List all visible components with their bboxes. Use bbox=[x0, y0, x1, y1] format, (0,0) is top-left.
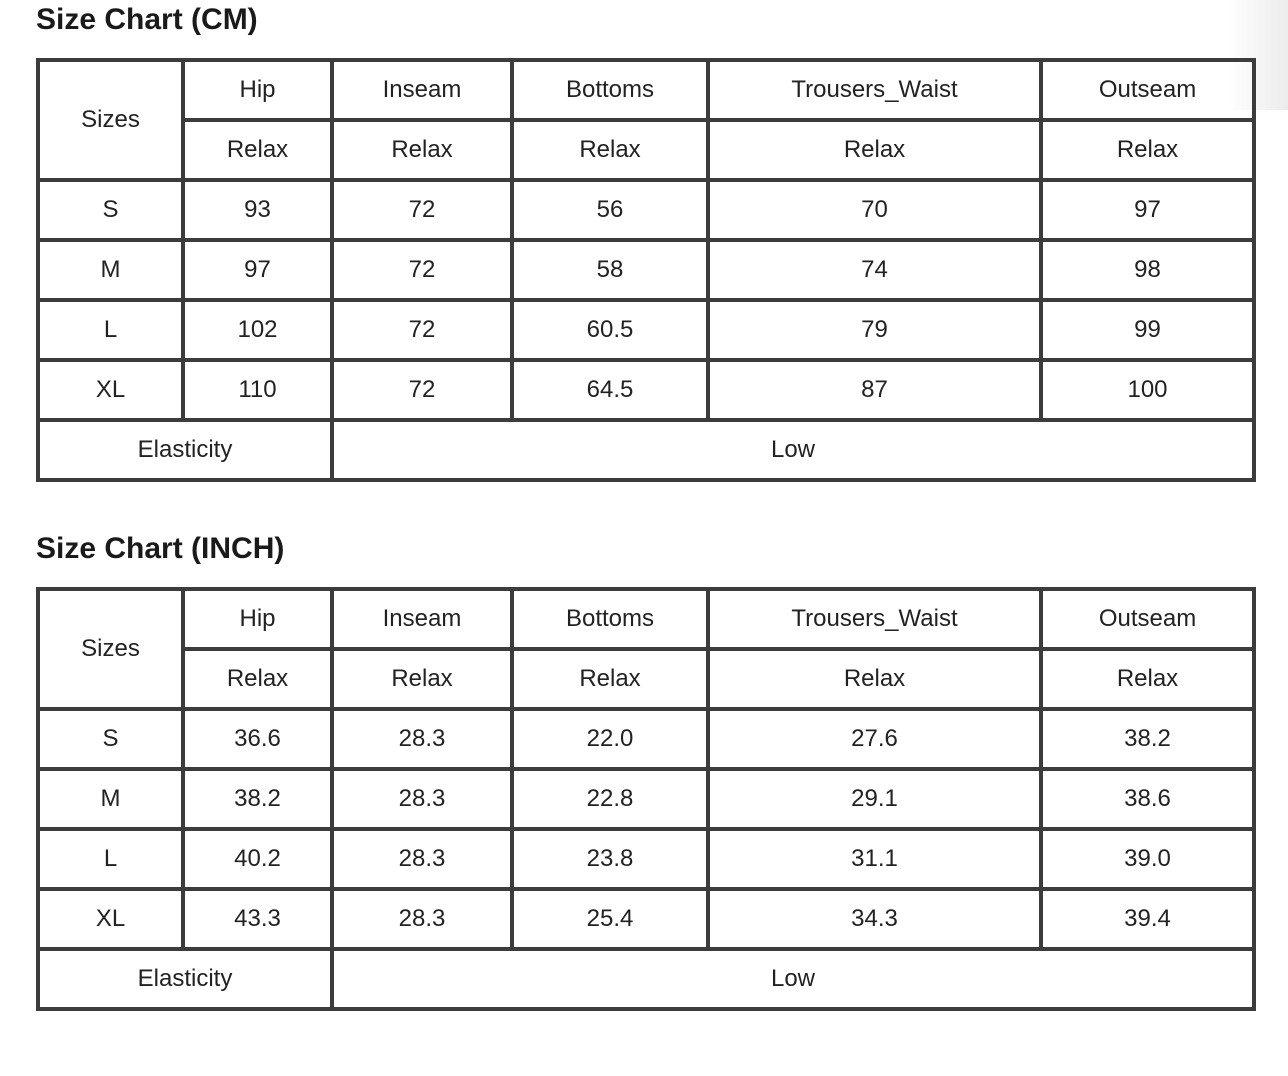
elasticity-label: Elasticity bbox=[38, 420, 332, 480]
value-cell: 58 bbox=[512, 240, 708, 300]
value-cell: 56 bbox=[512, 180, 708, 240]
value-cell: 28.3 bbox=[332, 829, 512, 889]
value-cell: 31.1 bbox=[708, 829, 1041, 889]
table-row bbox=[38, 829, 1254, 889]
table-row bbox=[38, 180, 1254, 240]
size-chart-cm-table bbox=[36, 58, 1256, 482]
elasticity-label: Elasticity bbox=[38, 949, 332, 1009]
subheader-outseam: Relax bbox=[1041, 649, 1254, 709]
value-cell: 99 bbox=[1041, 300, 1254, 360]
size-cell: M bbox=[38, 240, 183, 300]
subheader-bottoms: Relax bbox=[512, 649, 708, 709]
value-cell: 39.4 bbox=[1041, 889, 1254, 949]
subheader-inseam: Relax bbox=[332, 120, 512, 180]
value-cell: 38.6 bbox=[1041, 769, 1254, 829]
value-cell: 79 bbox=[708, 300, 1041, 360]
value-cell: 28.3 bbox=[332, 769, 512, 829]
value-cell: 100 bbox=[1041, 360, 1254, 420]
value-cell: 102 bbox=[183, 300, 332, 360]
size-cell: XL bbox=[38, 360, 183, 420]
value-cell: 22.0 bbox=[512, 709, 708, 769]
value-cell: 40.2 bbox=[183, 829, 332, 889]
subheader-bottoms: Relax bbox=[512, 120, 708, 180]
value-cell: 36.6 bbox=[183, 709, 332, 769]
sizes-header: Sizes bbox=[38, 589, 183, 709]
value-cell: 23.8 bbox=[512, 829, 708, 889]
value-cell: 22.8 bbox=[512, 769, 708, 829]
value-cell: 74 bbox=[708, 240, 1041, 300]
table-row bbox=[38, 360, 1254, 420]
subheader-trousers-waist: Relax bbox=[708, 649, 1041, 709]
table-row bbox=[38, 709, 1254, 769]
value-cell: 98 bbox=[1041, 240, 1254, 300]
table-row bbox=[38, 889, 1254, 949]
value-cell: 27.6 bbox=[708, 709, 1041, 769]
header-row bbox=[38, 589, 1254, 649]
size-cell: XL bbox=[38, 889, 183, 949]
value-cell: 72 bbox=[332, 360, 512, 420]
size-chart-inch-title: Size Chart (INCH) bbox=[36, 532, 285, 565]
value-cell: 72 bbox=[332, 240, 512, 300]
header-inseam: Inseam bbox=[332, 60, 512, 120]
value-cell: 25.4 bbox=[512, 889, 708, 949]
value-cell: 60.5 bbox=[512, 300, 708, 360]
size-chart-cm-title: Size Chart (CM) bbox=[36, 3, 258, 36]
subheader-outseam: Relax bbox=[1041, 120, 1254, 180]
subheader-row bbox=[38, 649, 1254, 709]
size-cell: S bbox=[38, 180, 183, 240]
elasticity-row bbox=[38, 949, 1254, 1009]
header-row bbox=[38, 60, 1254, 120]
subheader-hip: Relax bbox=[183, 120, 332, 180]
size-cell: M bbox=[38, 769, 183, 829]
header-bottoms: Bottoms bbox=[512, 60, 708, 120]
value-cell: 93 bbox=[183, 180, 332, 240]
value-cell: 43.3 bbox=[183, 889, 332, 949]
value-cell: 72 bbox=[332, 180, 512, 240]
value-cell: 28.3 bbox=[332, 709, 512, 769]
header-outseam: Outseam bbox=[1041, 589, 1254, 649]
table-row bbox=[38, 769, 1254, 829]
header-trousers-waist: Trousers_Waist bbox=[708, 589, 1041, 649]
value-cell: 28.3 bbox=[332, 889, 512, 949]
size-cell: S bbox=[38, 709, 183, 769]
value-cell: 70 bbox=[708, 180, 1041, 240]
header-inseam: Inseam bbox=[332, 589, 512, 649]
value-cell: 38.2 bbox=[183, 769, 332, 829]
value-cell: 38.2 bbox=[1041, 709, 1254, 769]
header-hip: Hip bbox=[183, 60, 332, 120]
value-cell: 29.1 bbox=[708, 769, 1041, 829]
value-cell: 64.5 bbox=[512, 360, 708, 420]
elasticity-row bbox=[38, 420, 1254, 480]
value-cell: 34.3 bbox=[708, 889, 1041, 949]
size-chart-inch-table bbox=[36, 587, 1256, 1011]
value-cell: 110 bbox=[183, 360, 332, 420]
value-cell: 39.0 bbox=[1041, 829, 1254, 889]
header-bottoms: Bottoms bbox=[512, 589, 708, 649]
header-hip: Hip bbox=[183, 589, 332, 649]
size-cell: L bbox=[38, 829, 183, 889]
subheader-inseam: Relax bbox=[332, 649, 512, 709]
elasticity-value: Low bbox=[332, 949, 1254, 1009]
value-cell: 97 bbox=[1041, 180, 1254, 240]
sizes-header: Sizes bbox=[38, 60, 183, 180]
table-row bbox=[38, 240, 1254, 300]
elasticity-value: Low bbox=[332, 420, 1254, 480]
subheader-trousers-waist: Relax bbox=[708, 120, 1041, 180]
size-cell: L bbox=[38, 300, 183, 360]
table-row bbox=[38, 300, 1254, 360]
subheader-hip: Relax bbox=[183, 649, 332, 709]
value-cell: 87 bbox=[708, 360, 1041, 420]
value-cell: 97 bbox=[183, 240, 332, 300]
header-outseam: Outseam bbox=[1041, 60, 1254, 120]
header-trousers-waist: Trousers_Waist bbox=[708, 60, 1041, 120]
subheader-row bbox=[38, 120, 1254, 180]
value-cell: 72 bbox=[332, 300, 512, 360]
